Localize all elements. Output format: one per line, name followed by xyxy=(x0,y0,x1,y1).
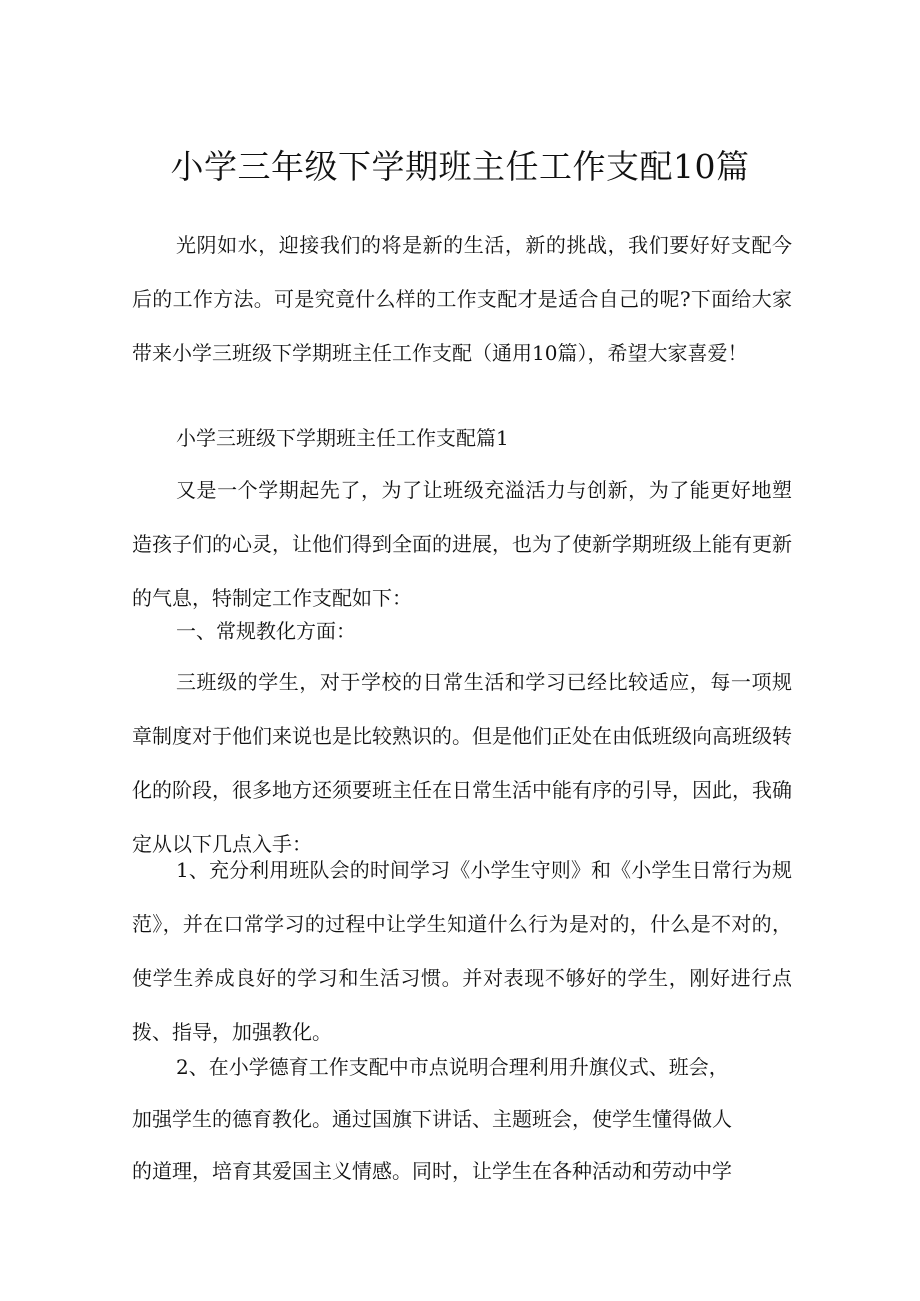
document-title: 小学三年级下学期班主任工作支配10篇 xyxy=(170,147,750,186)
paragraph-4-line-3: 的道理，培育其爱国主义情感。同时，让学生在各种活动和劳动中学 xyxy=(132,1159,732,1183)
subheading-routine-education: 一、常规教化方面： xyxy=(176,619,356,643)
section-heading: 小学三班级下学期班主任工作支配篇1 xyxy=(176,426,509,450)
paragraph-4-line-2: 加强学生的德育教化。通过国旗下讲话、主题班会，使学生懂得做人 xyxy=(132,1107,732,1131)
paragraph-3: 1、充分利用班队会的时间学习《小学生守则》和《小学生日常行为规范》，并在口常学习的过程中让学生知道什么行为是对的，什么是不对的，使学生养成良好的学习和生活习惯。并对表现不够好的学生，刚好进行点拨、指导，加强教化。 xyxy=(132,858,792,1044)
paragraph-2: 三班级的学生，对于学校的日常生活和学习已经比较适应，每一项规章制度对于他们来说也是比较熟识的。但是他们正处在由低班级向高班级转化的阶段，很多地方还须要班主任在日常生活中能有序的引导，因此，我确定从以下几点入手： xyxy=(132,670,792,856)
paragraph-4-line-1: 2、在小学德育工作支配中市点说明合理利用升旗仪式、班会， xyxy=(176,1055,729,1079)
paragraph-1: 又是一个学期起先了，为了让班级充溢活力与创新，为了能更好地塑造孩子们的心灵，让他们得到全面的进展，也为了使新学期班级上能有更新的气息，特制定工作支配如下： xyxy=(132,478,792,610)
intro-paragraph: 光阴如水，迎接我们的将是新的生活，新的挑战，我们要好好支配今后的工作方法。可是究竟什么样的工作支配才是适合自己的呢?下面给大家带来小学三班级下学期班主任工作支配（通用10篇），希望大家喜爱！ xyxy=(132,233,792,365)
